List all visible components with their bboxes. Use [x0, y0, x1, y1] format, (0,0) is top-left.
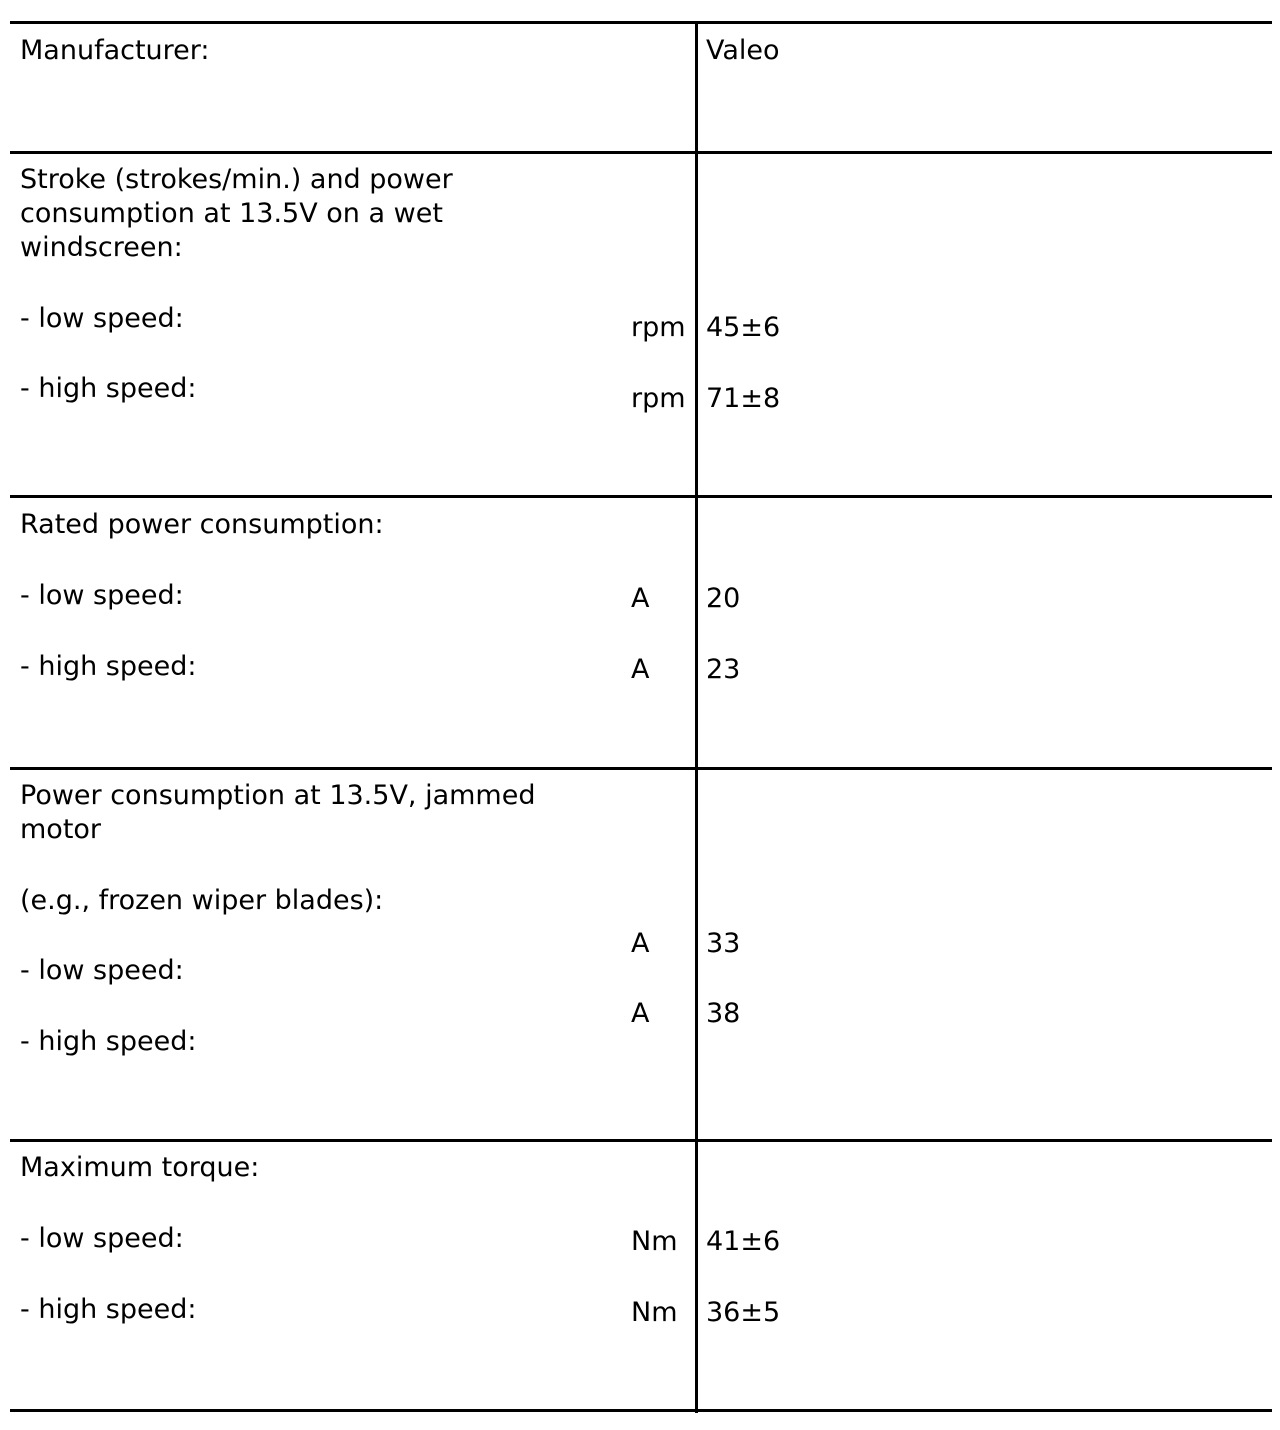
row-divider-3	[10, 767, 1272, 770]
torque-high-label: - high speed:	[20, 1294, 197, 1325]
jammed-low-label: - low speed:	[20, 955, 184, 986]
stroke-label-line1: Stroke (strokes/min.) and power	[20, 164, 453, 195]
rated-power-high-label: - high speed:	[20, 651, 197, 682]
rated-power-low-unit: A	[631, 583, 650, 614]
torque-label: Maximum torque:	[20, 1152, 260, 1183]
torque-high-value: 36±5	[706, 1297, 781, 1328]
stroke-high-unit: rpm	[631, 383, 686, 414]
jammed-low-unit: A	[631, 928, 650, 959]
rated-power-high-unit: A	[631, 654, 650, 685]
rated-power-label: Rated power consumption:	[20, 509, 384, 540]
rated-power-low-label: - low speed:	[20, 580, 184, 611]
jammed-label-line3: (e.g., frozen wiper blades):	[20, 885, 384, 916]
stroke-low-label: - low speed:	[20, 303, 184, 334]
table-bottom-border	[10, 1409, 1272, 1412]
rated-power-high-value: 23	[706, 654, 741, 685]
torque-low-label: - low speed:	[20, 1223, 184, 1254]
rated-power-low-value: 20	[706, 583, 741, 614]
manufacturer-value: Valeo	[706, 35, 780, 66]
stroke-high-label: - high speed:	[20, 373, 197, 404]
jammed-high-unit: A	[631, 998, 650, 1029]
jammed-label-line2: motor	[20, 814, 102, 845]
manufacturer-label: Manufacturer:	[20, 35, 210, 66]
column-divider	[695, 22, 698, 1413]
table-top-border	[10, 21, 1272, 24]
stroke-label-line2: consumption at 13.5V on a wet	[20, 198, 443, 229]
jammed-high-label: - high speed:	[20, 1026, 197, 1057]
jammed-low-value: 33	[706, 928, 741, 959]
stroke-low-unit: rpm	[631, 312, 686, 343]
torque-low-unit: Nm	[631, 1226, 678, 1257]
row-divider-2	[10, 495, 1272, 498]
row-divider-4	[10, 1139, 1272, 1142]
stroke-high-value: 71±8	[706, 383, 781, 414]
row-divider-1	[10, 151, 1272, 154]
stroke-low-value: 45±6	[706, 312, 781, 343]
torque-high-unit: Nm	[631, 1297, 678, 1328]
stroke-label-line3: windscreen:	[20, 232, 183, 263]
jammed-label-line1: Power consumption at 13.5V, jammed	[20, 780, 536, 811]
torque-low-value: 41±6	[706, 1226, 781, 1257]
jammed-high-value: 38	[706, 998, 741, 1029]
